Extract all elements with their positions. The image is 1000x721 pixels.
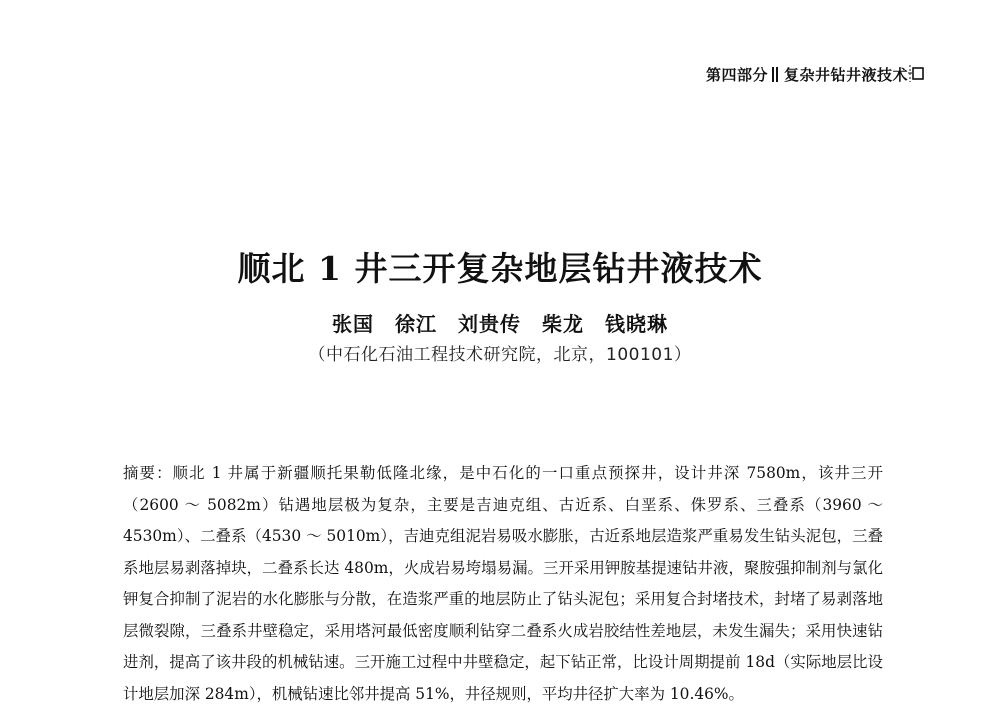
header-section: 复杂井钻井液技术 [783, 66, 908, 84]
header-separator [772, 67, 778, 82]
author-list: 张国 徐江 刘贵传 柴龙 钱晓琳 [332, 312, 668, 336]
abstract-label: 摘要： [123, 464, 173, 482]
abstract-text: 顺北 1 井属于新疆顺托果勒低隆北缘，是中石化的一口重点预探井，设计井深 7580m，该井三开（2600 ～ 5082m）钻遇地层极为复杂，主要是吉迪克组、古近系、白垩系、侏罗系、三叠系（3960 ～ 4530m）、二叠系（4530 ～ 5010m），吉迪克组泥岩易吸水膨胀，古近系地层造浆严重易发生钻头泥包，三叠系地层易剥落掉块，二叠系长达 480m，火成岩易垮塌易漏。三开采用钾胺基提速钻井液，聚胺强抑制剂与氯化钾复合抑制了泥岩的水化膨胀与分散，在造浆严重的地层防止了钻头泥包；采用复合封堵技术，封堵了易剥落地层微裂隙，三叠系井壁稳定，采用塔河最低密度顺利钻穿二叠系火成岩胶结性差地层，未发生漏失；采用快速钻进剂，提高了该井段的机械钻速。三开施工过程中井壁稳定，起下钻正常，比设计周期提前 18d（实际地层比设计地层加深 284m），机械钻速比邻井提高 51%，井径规则，平均井径扩大率为 10.46%。 [123, 464, 883, 703]
header-part: 第四部分 [705, 66, 768, 84]
running-header [706, 64, 908, 85]
paper-title: 顺北 1 井三开复杂地层钻井液技术 [237, 249, 763, 288]
author-affiliation: （中石化石油工程技术研究院，北京，100101） [308, 345, 692, 365]
page-corner-mark-icon [908, 62, 924, 84]
abstract-paragraph [123, 458, 883, 710]
